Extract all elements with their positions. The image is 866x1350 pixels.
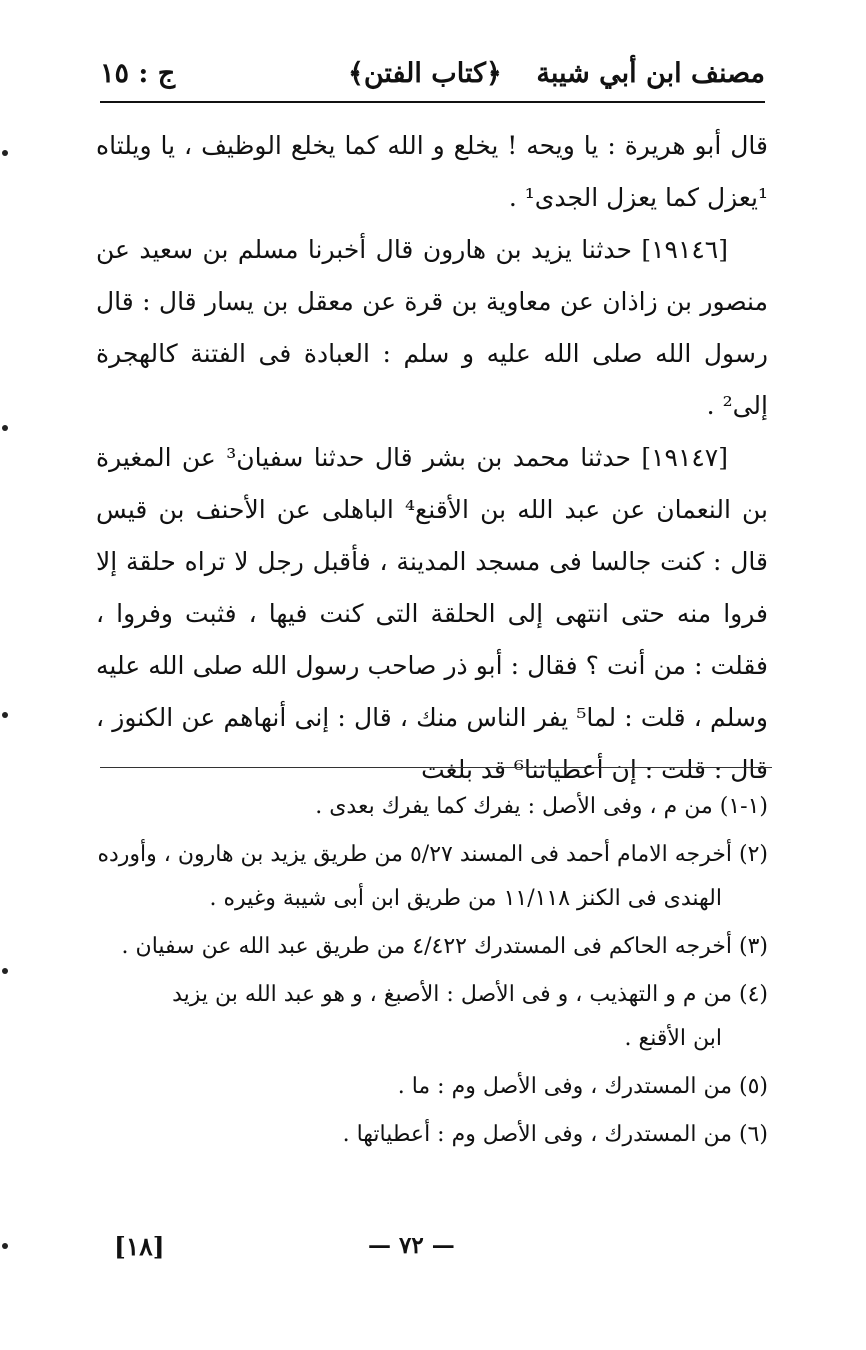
footnotes xyxy=(96,785,768,1161)
header-rule xyxy=(100,101,765,103)
page-footer xyxy=(100,1228,765,1268)
chapter-title: ﴿كتاب الفتن﴾ xyxy=(348,58,502,89)
footnote-2-line-2: الهندى فى الكنز ١١/١١٨ من طريق ابن أبى شيبة وغيره . xyxy=(209,886,722,911)
footnote-1: (١-١) من م ، وفى الأصل : يفرك كما يفرك بعدى . xyxy=(315,794,768,819)
page-number: — ٧٢ — xyxy=(368,1232,455,1259)
footnote-5: (٥) من المستدرك ، وفى الأصل وم : ما . xyxy=(397,1074,768,1099)
footnote-2-line-1: (٢) أخرجه الامام أحمد فى المسند ٥/٢٧ من طريق يزيد بن هارون ، وأورده xyxy=(97,842,768,867)
hadith-19147: [١٩١٤٧] حدثنا محمد بن بشر قال حدثنا سفيان³ عن المغيرة بن النعمان عن عبد الله بن الأقنع⁴ الباهلى عن الأحنف بن قيس قال : كنت جالسا فى مسجد المدينة ، فأقبل رجل لا تراه حلقة إلا فروا منه حتى انتهى إلى الحلقة التى كنت فيها ، فثبت وفروا ، فقلت : من أنت ؟ فقال : أبو ذر صاحب رسول الله صلى الله عليه وسلم ، قلت : لما⁵ يفر الناس منك ، قال : إنى أنهاهم عن الكنوز ، قال : قلت : إن أعطياتنا⁶ قد بلغت xyxy=(96,443,768,784)
paragraph-1: قال أبو هريرة : يا ويحه ! يخلع و الله كما يخلع الوظيف ، يا ويلتاه ¹يعزل كما يعزل الجدى¹ . xyxy=(96,131,768,212)
footnote-6: (٦) من المستدرك ، وفى الأصل وم : أعطياتها . xyxy=(342,1122,768,1147)
book-title: مصنف ابن أبي شيبة xyxy=(536,58,765,89)
footnote-rule xyxy=(100,767,772,768)
margin-mark xyxy=(2,150,8,156)
hadith-19146: [١٩١٤٦] حدثنا يزيد بن هارون قال أخبرنا مسلم بن سعيد عن منصور بن زاذان عن معاوية بن قرة عن معقل بن يسار قال : قال رسول الله صلى الله عليه و سلم : العبادة فى الفتنة كالهجرة إلى² . xyxy=(96,235,768,420)
volume-number: ج : ١٥ xyxy=(100,58,176,89)
main-text xyxy=(96,120,768,796)
footnote-4 xyxy=(96,973,768,1061)
margin-mark xyxy=(2,1243,8,1249)
footnote-4-line-1: (٤) من م و التهذيب ، و فى الأصل : الأصبغ ، و هو عبد الله بن يزيد xyxy=(172,982,768,1007)
folio-reference: [١٨] xyxy=(114,1232,165,1261)
margin-mark xyxy=(2,425,8,431)
margin-mark xyxy=(2,968,8,974)
footnote-3: (٣) أخرجه الحاكم فى المستدرك ٤/٤٢٢ من طريق عبد الله عن سفيان . xyxy=(121,934,768,959)
margin-mark xyxy=(2,712,8,718)
footnote-4-line-2: ابن الأقنع . xyxy=(624,1026,722,1051)
footnote-2 xyxy=(96,833,768,921)
running-header xyxy=(100,52,765,100)
